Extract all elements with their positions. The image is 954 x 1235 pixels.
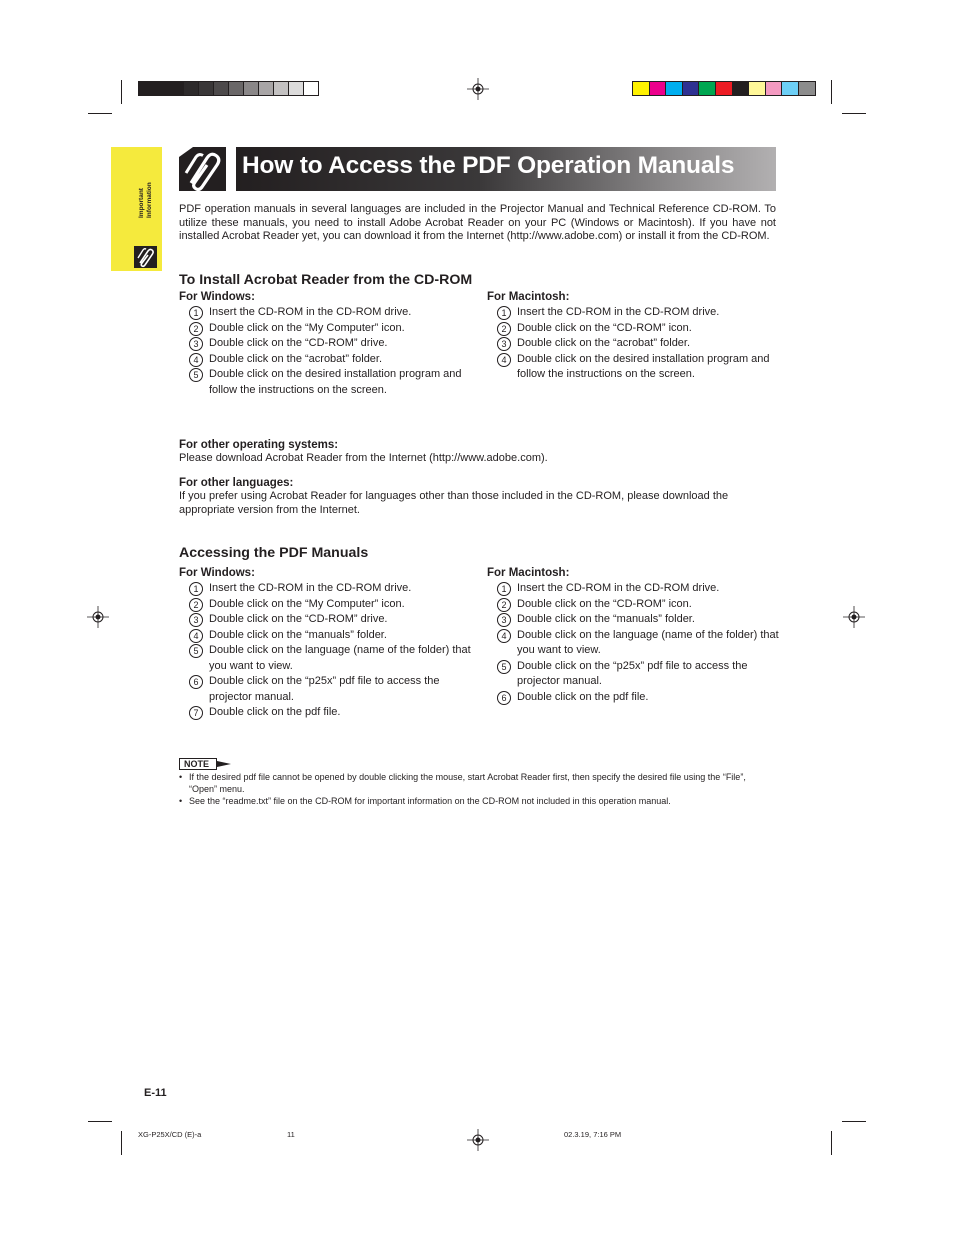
install-mac-heading: For Macintosh: <box>487 291 570 303</box>
step-text: Double click on the language (name of the folder) that you want to view. <box>517 628 779 656</box>
color-swatch <box>198 81 214 96</box>
footer-page: 11 <box>287 1130 295 1139</box>
step-number: 3 <box>189 337 203 351</box>
section-tab-label: Important Information <box>138 182 153 218</box>
note-label: NOTE <box>184 759 210 769</box>
step-text: Double click on the desired installation program and follow the instructions on the screen. <box>517 352 770 380</box>
color-swatch <box>153 81 169 96</box>
step-number: 1 <box>189 306 203 320</box>
color-swatch <box>258 81 274 96</box>
step-number: 3 <box>497 337 511 351</box>
page-title: How to Access the PDF Operation Manuals <box>242 152 735 179</box>
step-text: Insert the CD-ROM in the CD-ROM drive. <box>209 306 412 318</box>
color-swatch <box>649 81 667 96</box>
registration-mark-icon <box>467 78 489 100</box>
color-swatch <box>228 81 244 96</box>
step-text: Double click on the “My Computer” icon. <box>209 597 405 610</box>
color-swatch <box>632 81 650 96</box>
step-text: Double click on the “CD-ROM” drive. <box>209 613 388 625</box>
color-swatch <box>213 81 229 96</box>
step-number: 2 <box>497 322 511 336</box>
step-text: Double click on the “manuals” folder. <box>517 613 695 625</box>
color-swatch <box>183 81 199 96</box>
other-os-heading: For other operating systems: <box>179 439 339 451</box>
step-text: Double click on the “CD-ROM” icon. <box>517 597 692 610</box>
footer-file-name: XG-P25X/CD (E)-a <box>138 1130 202 1139</box>
step-text: Double click on the “CD-ROM” icon. <box>517 321 692 334</box>
note-bullet-text: If the desired pdf file cannot be opened by double clicking the mouse, start Acrobat Reader first, then specify the desired file using the “File”, “Open” menu. <box>189 772 746 794</box>
accessing-heading: Accessing the PDF Manuals <box>179 545 369 561</box>
color-swatch <box>698 81 716 96</box>
step-number: 5 <box>189 644 203 658</box>
step-text: Double click on the “acrobat” folder. <box>209 352 383 365</box>
step-number: 4 <box>189 629 203 643</box>
step-number: 2 <box>497 598 511 612</box>
step-number: 1 <box>497 582 511 596</box>
page-number: E-11 <box>144 1087 167 1099</box>
step-text: Double click on the “p25x” pdf file to access the projector manual. <box>209 675 440 703</box>
install-heading: To Install Acrobat Reader from the CD-ROM <box>179 272 473 288</box>
step-text: Double click on the pdf file. <box>209 706 341 718</box>
step-text: Double click on the language (name of the folder) that you want to view. <box>209 644 471 672</box>
step-number: 6 <box>189 675 203 689</box>
step-text: Insert the CD-ROM in the CD-ROM drive. <box>209 582 412 594</box>
step-text: Double click on the “p25x” pdf file to access the projector manual. <box>517 659 748 687</box>
install-windows-heading: For Windows: <box>179 291 255 303</box>
step-number: 3 <box>497 613 511 627</box>
color-swatch <box>765 81 783 96</box>
step-text: Double click on the “My Computer” icon. <box>209 321 405 334</box>
step-number: 4 <box>189 353 203 367</box>
other-os-text: Please download Acrobat Reader from the Internet (http://www.adobe.com). <box>179 452 548 464</box>
color-swatch <box>168 81 184 96</box>
paperclip-icon <box>179 147 226 191</box>
step-number: 2 <box>189 322 203 336</box>
step-number: 4 <box>497 629 511 643</box>
color-swatch <box>303 81 319 96</box>
step-text: Insert the CD-ROM in the CD-ROM drive. <box>517 582 720 594</box>
step-text: Double click on the “manuals” folder. <box>209 628 387 641</box>
step-number: 6 <box>497 691 511 705</box>
step-number: 7 <box>189 706 203 720</box>
color-swatch <box>748 81 766 96</box>
step-number: 3 <box>189 613 203 627</box>
color-swatch <box>288 81 304 96</box>
color-swatch <box>273 81 289 96</box>
color-swatch <box>732 81 750 96</box>
title-bar <box>236 147 776 191</box>
accessing-mac-heading: For Macintosh: <box>487 567 570 579</box>
step-text: Double click on the “CD-ROM” drive. <box>209 337 388 349</box>
step-text: Double click on the “acrobat” folder. <box>517 337 691 349</box>
accessing-windows-heading: For Windows: <box>179 567 255 579</box>
registration-mark-icon <box>87 606 109 628</box>
color-swatch <box>243 81 259 96</box>
other-languages-text: If you prefer using Acrobat Reader for languages other than those included in the CD-ROM, please download the appropriate version from the Internet. <box>179 490 729 516</box>
step-number: 5 <box>189 368 203 382</box>
step-text: Double click on the desired installation program and follow the instructions on the screen. <box>209 368 462 396</box>
footer-date: 02.3.19, 7:16 PM <box>564 1130 622 1139</box>
step-number: 2 <box>189 598 203 612</box>
color-swatch <box>682 81 700 96</box>
other-languages-heading: For other languages: <box>179 477 294 489</box>
step-number: 5 <box>497 660 511 674</box>
intro-paragraph: PDF operation manuals in several languages are included in the Projector Manual and Technical Reference CD-ROM. To utilize these manuals, you need to install Adobe Acrobat Reader on your PC (Windows or Macintosh). If you have not installed Acrobat Reader yet, you can download it from the Internet (http://www.adobe.com) or install it from the CD-ROM. <box>179 203 776 242</box>
color-swatch <box>798 81 816 96</box>
note-bullet-text: See the “readme.txt” file on the CD-ROM for important information on the CD-ROM not included in this operation manual. <box>189 796 671 806</box>
step-text: Insert the CD-ROM in the CD-ROM drive. <box>517 306 720 318</box>
color-swatch <box>715 81 733 96</box>
registration-mark-icon <box>467 1129 489 1151</box>
registration-mark-icon <box>843 606 865 628</box>
color-swatch <box>781 81 799 96</box>
step-number: 1 <box>497 306 511 320</box>
step-number: 4 <box>497 353 511 367</box>
step-text: Double click on the pdf file. <box>517 690 649 703</box>
color-swatch <box>138 81 154 96</box>
note-badge <box>179 758 232 770</box>
step-number: 1 <box>189 582 203 596</box>
color-swatch <box>665 81 683 96</box>
paperclip-icon <box>134 246 157 268</box>
